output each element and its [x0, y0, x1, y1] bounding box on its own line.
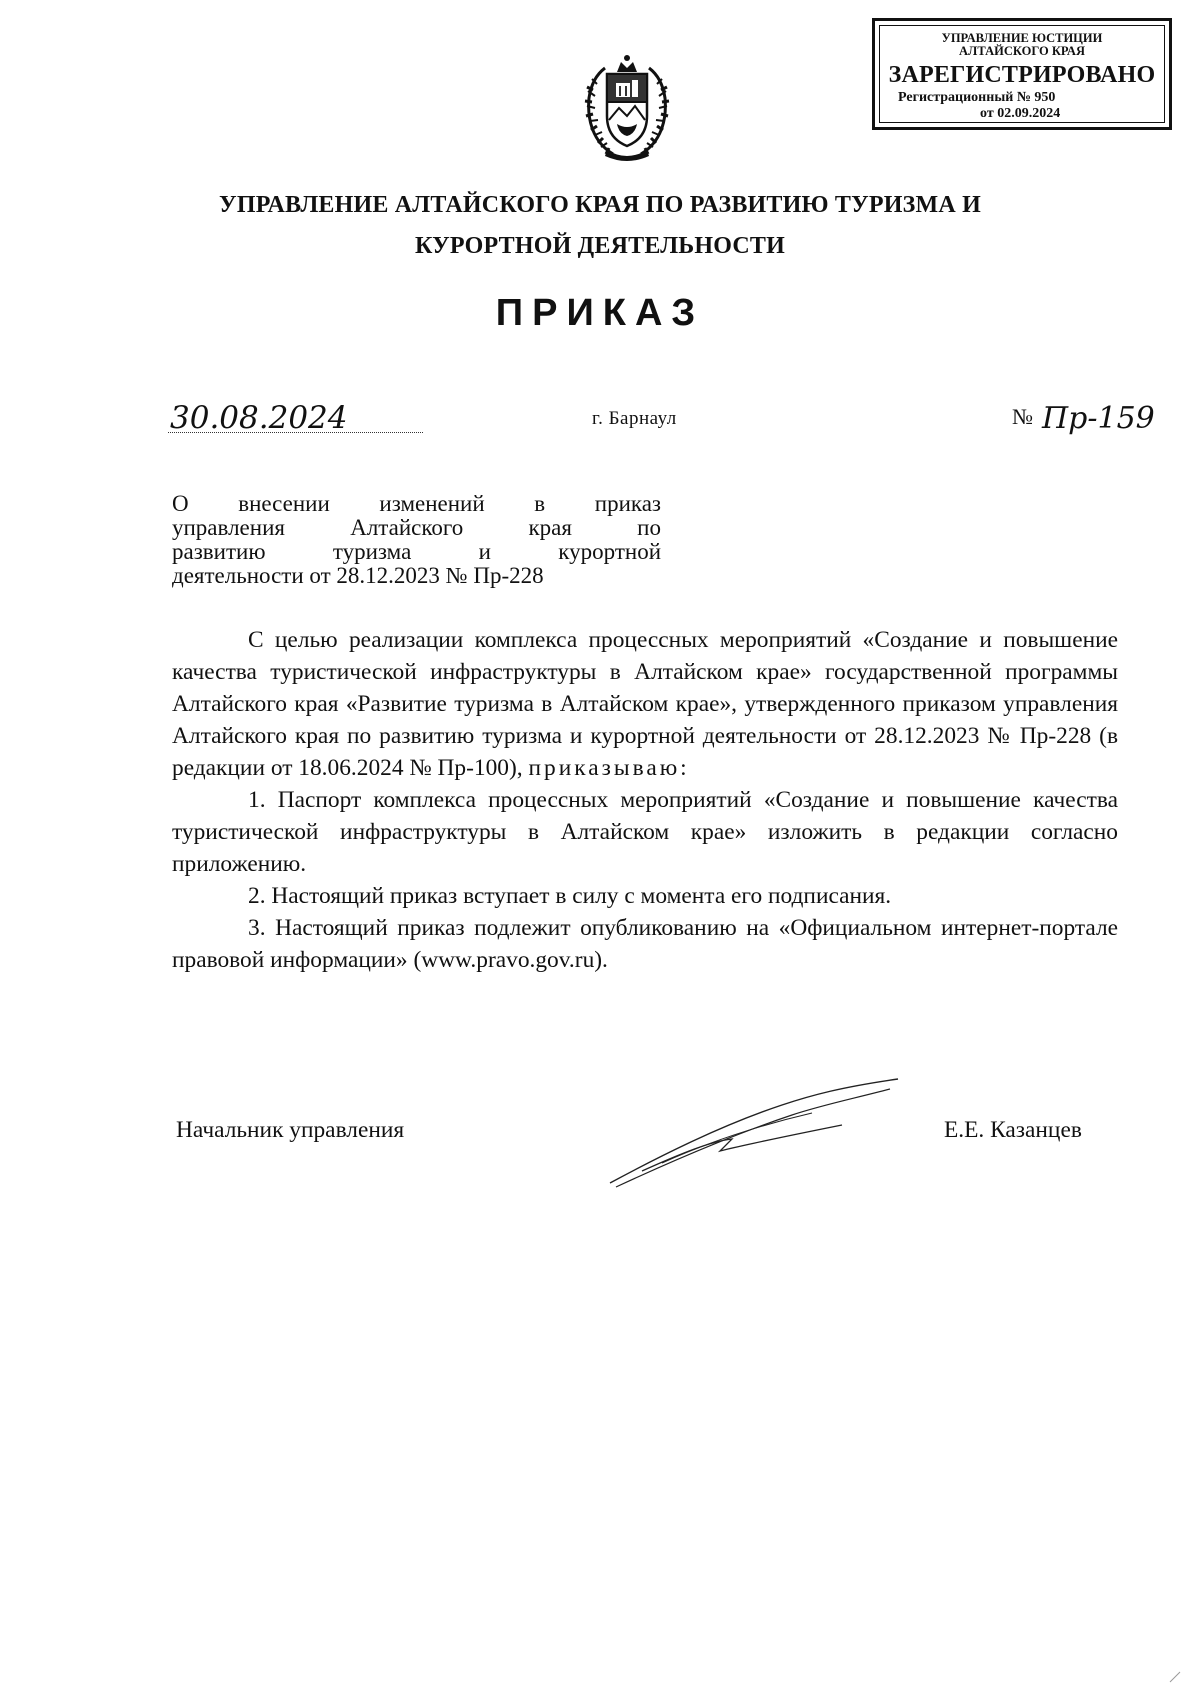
document-body [172, 624, 1118, 976]
organization-title-line1: УПРАВЛЕНИЕ АЛТАЙСКОГО КРАЯ ПО РАЗВИТИЮ ТУРИЗМА И [219, 192, 981, 218]
stamp-org-line1: УПРАВЛЕНИЕ ЮСТИЦИИ [941, 31, 1103, 45]
coat-of-arms-icon [583, 50, 671, 164]
stamp-reg-number: Регистрационный № 950 [898, 90, 1056, 105]
body-intro-text: С целью реализации комплекса процессных мероприятий «Создание и повышение качества туристической инфраструктуры в Алтайском крае» государственной программы Алтайского края «Развитие туризма в Алтайском крае», утвержденного приказом управления Алтайского края по развитию туризма и курортной деятельности от 28.12.2023 № Пр-228 (в редакции от 18.06.2024 № Пр-100), [172, 627, 1118, 781]
document-number-label: № [1012, 404, 1033, 429]
subject-line: управления Алтайского края по [172, 515, 661, 540]
body-intro-keyword: приказываю: [528, 755, 690, 781]
body-item: 3. Настоящий приказ подлежит опубликованию на «Официальном интернет-портале правовой информации» (www.pravo.gov.ru). [172, 915, 1118, 973]
subject-line: развитию туризма и курортной [172, 539, 661, 564]
body-intro-paragraph [172, 624, 1118, 784]
document-subject [172, 492, 661, 588]
stamp-status: ЗАРЕГИСТРИРОВАНО [888, 62, 1156, 88]
handwritten-signature [602, 1075, 902, 1195]
place-of-issue: г. Барнаул [592, 408, 677, 429]
handwritten-number-text: Пр-159 [1042, 401, 1155, 436]
body-item: 1. Паспорт комплекса процессных мероприятий «Создание и повышение качества туристической инфраструктуры в Алтайском крае» изложить в редакции согласно приложению. [172, 787, 1118, 877]
scan-mark-icon [1168, 1670, 1182, 1684]
stamp-org [880, 32, 1164, 58]
handwritten-number [1038, 396, 1156, 440]
signatory-title: Начальник управления [176, 1117, 405, 1143]
registration-stamp [872, 18, 1172, 130]
document-type: ПРИКАЗ [495, 292, 705, 334]
subject-line: О внесении изменений в приказ [172, 491, 661, 516]
organization-title-line2: КУРОРТНОЙ ДЕЯТЕЛЬНОСТИ [414, 233, 786, 259]
stamp-org-line2: АЛТАЙСКОГО КРАЯ [959, 44, 1085, 58]
handwritten-date-text: 30.08.2024 [170, 400, 348, 436]
body-item: 2. Настоящий приказ вступает в силу с момента его подписания. [248, 883, 892, 909]
signatory-name: Е.Е. Казанцев [944, 1117, 1082, 1143]
stamp-inner-frame [879, 25, 1165, 123]
stamp-reg-date: от 02.09.2024 [980, 106, 1061, 121]
subject-line: деятельности от 28.12.2023 № Пр-228 [172, 563, 544, 588]
date-underline [168, 432, 423, 433]
